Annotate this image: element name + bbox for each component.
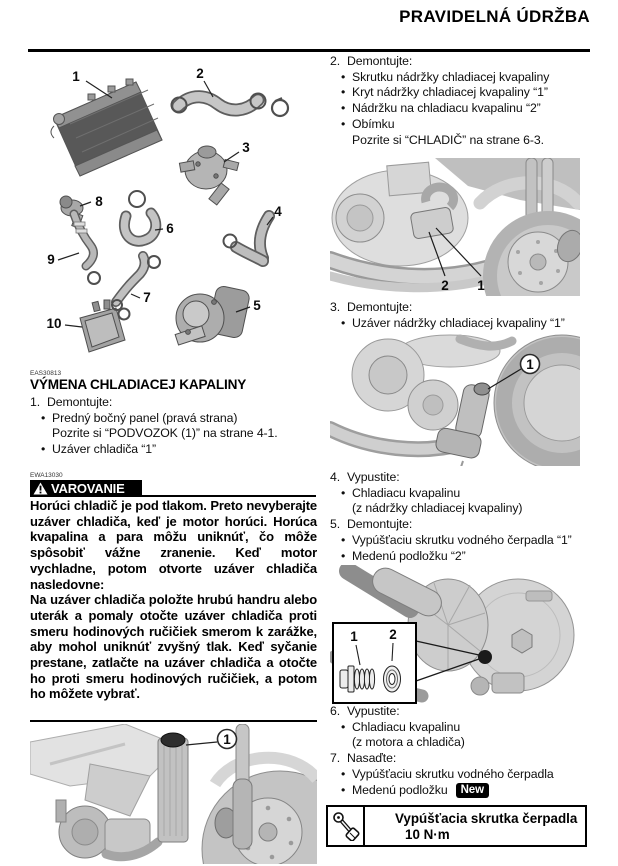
torque-wrench-icon bbox=[332, 811, 360, 841]
step-1-bullet bbox=[30, 442, 320, 458]
bullet-text bbox=[352, 783, 489, 799]
step-2-bullet bbox=[330, 101, 592, 117]
step-1-block bbox=[30, 395, 320, 458]
warning-label: VAROVANIE bbox=[51, 481, 125, 496]
figure-callout-1: 1 bbox=[526, 357, 534, 372]
radiator-cap-illustration bbox=[30, 724, 317, 864]
step-1-bullet bbox=[30, 411, 320, 427]
bullet-dot: • bbox=[341, 116, 346, 131]
figure-callout-1: 1 bbox=[477, 278, 485, 293]
warning-paragraph-2: Na uzáver chladiča položte hrubú handru alebo uterák a pomaly otočte uzáver chladiča proti smeru hodinových ručičiek smerom k zarážke, aby mohol uniknúť zvyšný tlak. Keď syčanie prestane, zatlačte na uzáver chladiča a otočte ho proti smeru hodinových ručičiek, a potom ho môžete vybrať. bbox=[30, 592, 317, 702]
step-2-line bbox=[330, 54, 592, 70]
bullet-text: Kryt nádržky chladiacej kvapaliny “1” bbox=[352, 85, 548, 100]
step-action: Demontujte: bbox=[47, 395, 113, 409]
water-pump-illustration bbox=[330, 565, 580, 705]
step-6-bullet bbox=[330, 720, 592, 736]
bullet-text: Vypúšťaciu skrutku vodného čerpadla bbox=[352, 766, 554, 781]
step-number: 5. bbox=[330, 517, 341, 532]
bullet-dot: • bbox=[341, 548, 346, 563]
torque-text-cell bbox=[365, 807, 585, 845]
warning-code: EWA13030 bbox=[30, 472, 63, 479]
step-2-reference: Pozrite si “CHLADIČ” na strane 6-3. bbox=[352, 132, 544, 147]
warning-triangle-icon bbox=[33, 482, 48, 495]
step-1-reference: Pozrite si “PODVOZOK (1)” na strane 4-1. bbox=[52, 426, 278, 441]
torque-item-label: Vypúšťacia skrutka čerpadla bbox=[395, 811, 578, 826]
parts-callout-7: 7 bbox=[143, 290, 151, 305]
step-4-line bbox=[330, 470, 592, 486]
warning-text bbox=[30, 498, 317, 702]
bullet-text: Obímku bbox=[352, 116, 395, 131]
parts-callout-10: 10 bbox=[46, 316, 62, 331]
parts-callout-8: 8 bbox=[95, 194, 103, 209]
step-action: Demontujte: bbox=[347, 300, 413, 314]
warning-badge bbox=[30, 480, 142, 497]
step-action: Demontujte: bbox=[347, 517, 413, 532]
warning-paragraph-1: Horúci chladič je pod tlakom. Preto nevyberajte uzáver chladiča, keď je motor horúci. Horúca kvapalina a para môžu uniknúť, čo môže spôsobiť vážne zranenie. Keď motor vychladne, potom otvorte uzáver chladiča nasledovne: bbox=[30, 498, 317, 592]
reservoir-location-illustration bbox=[330, 158, 580, 296]
bullet-text: Medenú podložku “2” bbox=[352, 548, 466, 563]
step-2-bullet bbox=[330, 117, 592, 133]
warning-rule bbox=[142, 495, 316, 497]
step-3-block bbox=[330, 300, 592, 331]
step-2-bullet bbox=[330, 70, 592, 86]
step-5-bullet bbox=[330, 533, 592, 549]
step-number: 2. bbox=[330, 54, 341, 68]
bullet-dot: • bbox=[341, 719, 346, 734]
figure-callout-1: 1 bbox=[223, 732, 231, 747]
step-7-line bbox=[330, 751, 592, 767]
bullet-dot: • bbox=[341, 782, 346, 797]
step-5-line bbox=[330, 517, 592, 533]
step-number: 4. bbox=[330, 470, 341, 484]
torque-icon-cell bbox=[328, 807, 365, 845]
bullet-text: Chladiacu kvapalinu bbox=[352, 485, 461, 500]
bullet-dot: • bbox=[341, 69, 346, 84]
step-action: Vypustite: bbox=[347, 470, 400, 484]
step-2-block bbox=[330, 54, 592, 148]
step-3-line bbox=[330, 300, 592, 316]
parts-callout-5: 5 bbox=[253, 298, 261, 313]
step-action: Nasaďte: bbox=[347, 751, 397, 766]
step-6-note: (z motora a chladiča) bbox=[352, 735, 465, 750]
new-part-badge: New bbox=[456, 783, 489, 798]
step-6-7-block bbox=[330, 704, 592, 798]
cooling-parts-illustration bbox=[30, 56, 317, 368]
cooling-parts-diagram bbox=[30, 56, 317, 368]
bullet-text: Uzáver nádržky chladiacej kvapaliny “1” bbox=[352, 315, 565, 330]
step-4-5-block bbox=[330, 470, 592, 564]
bullet-dot: • bbox=[341, 85, 346, 100]
bullet-text: Nádržku na chladiacu kvapalinu “2” bbox=[352, 101, 541, 116]
reservoir-cap-figure bbox=[330, 333, 580, 466]
radiator-cap-figure bbox=[30, 724, 317, 864]
page-title: PRAVIDELNÁ ÚDRŽBA bbox=[399, 7, 590, 26]
section-code: EAS30813 bbox=[30, 370, 62, 377]
bullet-text: Predný bočný panel (pravá strana) bbox=[52, 410, 238, 425]
step-2-bullet bbox=[330, 85, 592, 101]
step-7-bullet bbox=[330, 767, 592, 783]
step-action: Vypustite: bbox=[347, 704, 400, 718]
reservoir-cap-illustration bbox=[330, 333, 580, 466]
step-number: 6. bbox=[330, 704, 341, 718]
header-rule bbox=[28, 49, 590, 52]
bullet-text: Vypúšťaciu skrutku vodného čerpadla “1” bbox=[352, 532, 572, 547]
step-action: Demontujte: bbox=[347, 54, 413, 68]
bullet-text: Skrutku nádržky chladiacej kvapaliny bbox=[352, 69, 550, 84]
parts-callout-3: 3 bbox=[242, 140, 250, 155]
step-1-line bbox=[30, 395, 320, 411]
parts-callout-6: 6 bbox=[166, 221, 174, 236]
step-number: 7. bbox=[330, 751, 341, 766]
bullet-dot: • bbox=[341, 766, 346, 781]
section-title: VÝMENA CHLADIACEJ KAPALINY bbox=[30, 377, 247, 392]
bullet-text-label: Medenú podložku bbox=[352, 782, 448, 797]
bullet-dot: • bbox=[341, 101, 346, 116]
bullet-dot: • bbox=[341, 485, 346, 500]
bullet-dot: • bbox=[341, 315, 346, 330]
step-4-note: (z nádržky chladiacej kvapaliny) bbox=[352, 501, 523, 516]
inset-callout-1: 1 bbox=[350, 629, 358, 644]
parts-callout-4: 4 bbox=[274, 204, 282, 219]
figure-callout-2: 2 bbox=[441, 278, 449, 293]
parts-callout-2: 2 bbox=[196, 66, 204, 81]
parts-callout-1: 1 bbox=[72, 69, 80, 84]
bullet-text: Chladiacu kvapalinu bbox=[352, 719, 461, 734]
water-pump-figure bbox=[330, 565, 580, 705]
step-6-line bbox=[330, 704, 592, 720]
step-7-bullet bbox=[330, 783, 592, 799]
reservoir-location-figure bbox=[330, 158, 580, 296]
bullet-dot: • bbox=[341, 532, 346, 547]
step-number: 3. bbox=[330, 300, 341, 314]
bullet-dot: • bbox=[41, 410, 46, 425]
bullet-dot: • bbox=[41, 442, 46, 457]
step-4-bullet bbox=[330, 486, 592, 502]
inset-callout-2: 2 bbox=[389, 627, 397, 642]
step-number: 1. bbox=[30, 395, 41, 409]
parts-callout-9: 9 bbox=[47, 252, 55, 267]
warning-end-rule bbox=[30, 720, 317, 722]
torque-value: 10 N·m bbox=[405, 827, 450, 842]
bullet-text: Uzáver chladiča “1” bbox=[52, 442, 157, 457]
step-3-bullet bbox=[330, 316, 592, 332]
torque-spec-box bbox=[326, 805, 587, 847]
step-5-bullet bbox=[330, 549, 592, 565]
